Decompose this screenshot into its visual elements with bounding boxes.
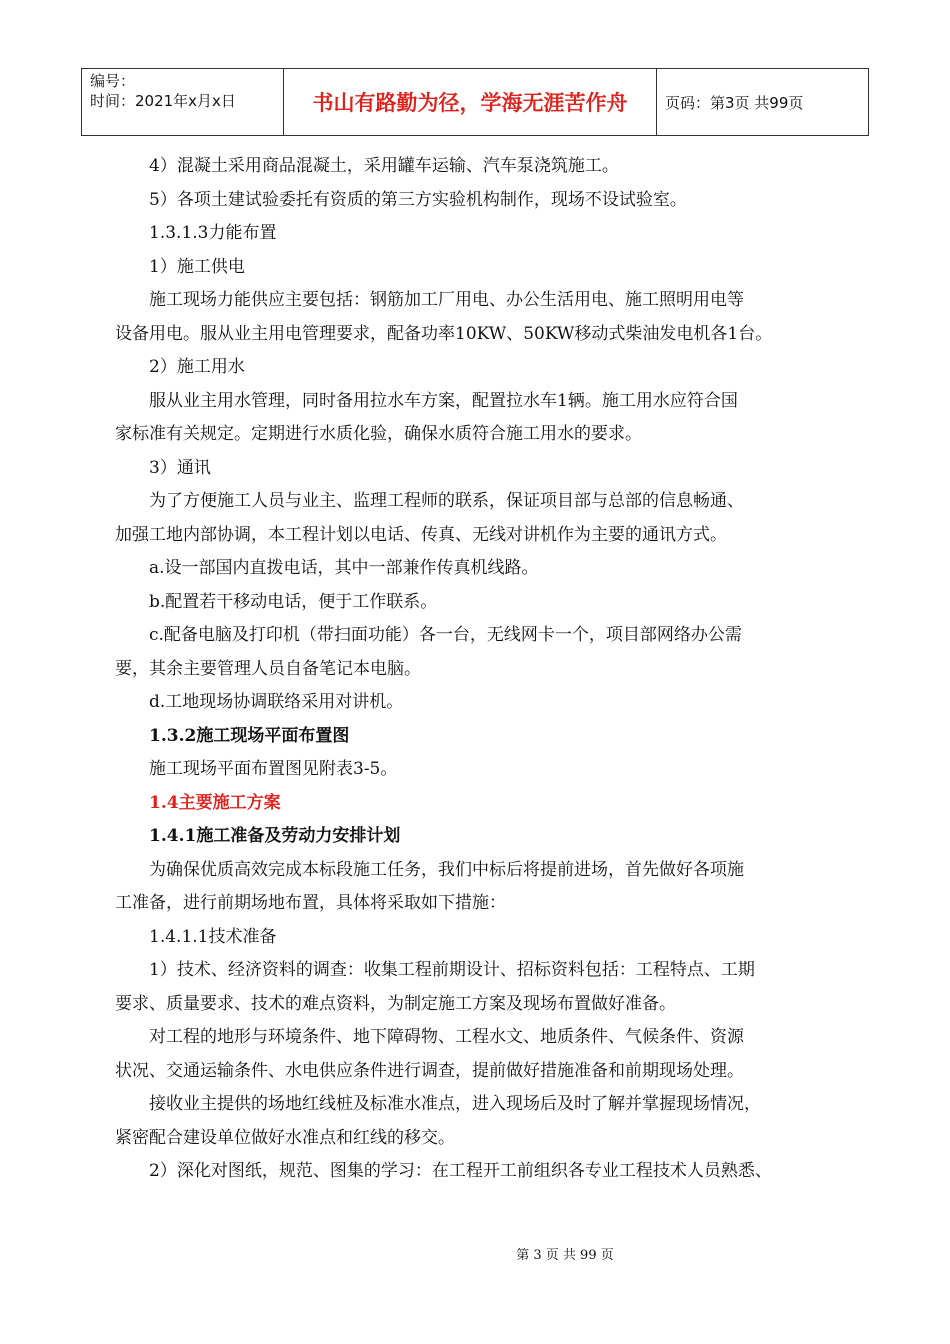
- paragraph: 接收业主提供的场地红线桩及标准水准点，进入现场后及时了解并掌握现场情况，: [149, 1094, 761, 1114]
- paragraph: 2）深化对图纸，规范、图集的学习：在工程开工前组织各专业工程技术人员熟悉、: [149, 1161, 772, 1181]
- paragraph: 为确保优质高效完成本标段施工任务，我们中标后将提前进场，首先做好各项施: [149, 859, 744, 880]
- list-item: c.配备电脑及打印机（带扫面功能）各一台，无线网卡一个，项目部网络办公需: [149, 625, 742, 645]
- paragraph: 施工现场力能供应主要包括：钢筋加工厂用电、办公生活用电、施工照明用电等: [149, 290, 744, 310]
- paragraph: 加强工地内部协调，本工程计划以电话、传真、无线对讲机作为主要的通讯方式。: [115, 524, 727, 545]
- paragraph: 5）各项土建试验委托有资质的第三方实验机构制作，现场不设试验室。: [149, 189, 687, 210]
- paragraph: 为了方便施工人员与业主、监理工程师的联系，保证项目部与总部的信息畅通、: [149, 491, 744, 511]
- paragraph: 要，其余主要管理人员自备笔记本电脑。: [115, 658, 421, 679]
- page-header: [81, 68, 869, 136]
- paragraph: 紧密配合建设单位做好水准点和红线的移交。: [115, 1127, 455, 1148]
- number-label: 编号：: [90, 72, 136, 90]
- paragraph: 工准备，进行前期场地布置，具体将采取如下措施：: [115, 893, 506, 913]
- section-heading: 1.4.1施工准备及劳动力安排计划: [149, 826, 401, 846]
- document-body: [115, 150, 845, 1189]
- paragraph: 施工现场平面布置图见附表3-5。: [149, 759, 398, 779]
- list-item: b.配置若干移动电话，便于工作联系。: [149, 591, 438, 612]
- paragraph: 状况、交通运输条件、水电供应条件进行调查，提前做好措施准备和前期现场处理。: [115, 1060, 744, 1081]
- page-footer: 第 3 页 共 99 页: [516, 1248, 614, 1263]
- paragraph: 服从业主用水管理，同时备用拉水车方案，配置拉水车1辆。施工用水应符合国: [149, 390, 738, 411]
- chapter-heading: 1.4主要施工方案: [149, 792, 281, 813]
- header-page-label: 页码：第3页 共99页: [665, 93, 804, 112]
- paragraph: 家标准有关规定。定期进行水质化验，确保水质符合施工用水的要求。: [115, 424, 642, 444]
- paragraph: 3）通讯: [149, 457, 211, 478]
- paragraph: 设备用电。服从业主用电管理要求，配备功率10KW、50KW移动式柴油发电机各1台。: [115, 323, 773, 344]
- header-motto: 书山有路勤为径，学海无涯苦作舟: [284, 69, 657, 135]
- paragraph: 1）技术、经济资料的调查：收集工程前期设计、招标资料包括：工程特点、工期: [149, 960, 755, 980]
- list-item: a.设一部国内直拨电话，其中一部兼作传真机线路。: [149, 558, 539, 578]
- paragraph: 要求、质量要求、技术的难点资料，为制定施工方案及现场布置做好准备。: [115, 993, 676, 1014]
- paragraph: 4）混凝土采用商品混凝土，采用罐车运输、汽车泵浇筑施工。: [149, 156, 619, 176]
- paragraph: 对工程的地形与环境条件、地下障碍物、工程水文、地质条件、气候条件、资源: [149, 1027, 744, 1047]
- section-heading: 1.3.2施工现场平面布置图: [149, 725, 350, 746]
- time-label: 时间：2021年x月x日: [90, 92, 236, 110]
- paragraph: 1）施工供电: [149, 256, 245, 277]
- list-item: d.工地现场协调联络采用对讲机。: [149, 692, 404, 712]
- paragraph: 2）施工用水: [149, 357, 245, 377]
- section-heading: 1.3.1.3力能布置: [149, 223, 277, 243]
- header-meta: [82, 69, 284, 135]
- section-heading: 1.4.1.1技术准备: [149, 926, 277, 947]
